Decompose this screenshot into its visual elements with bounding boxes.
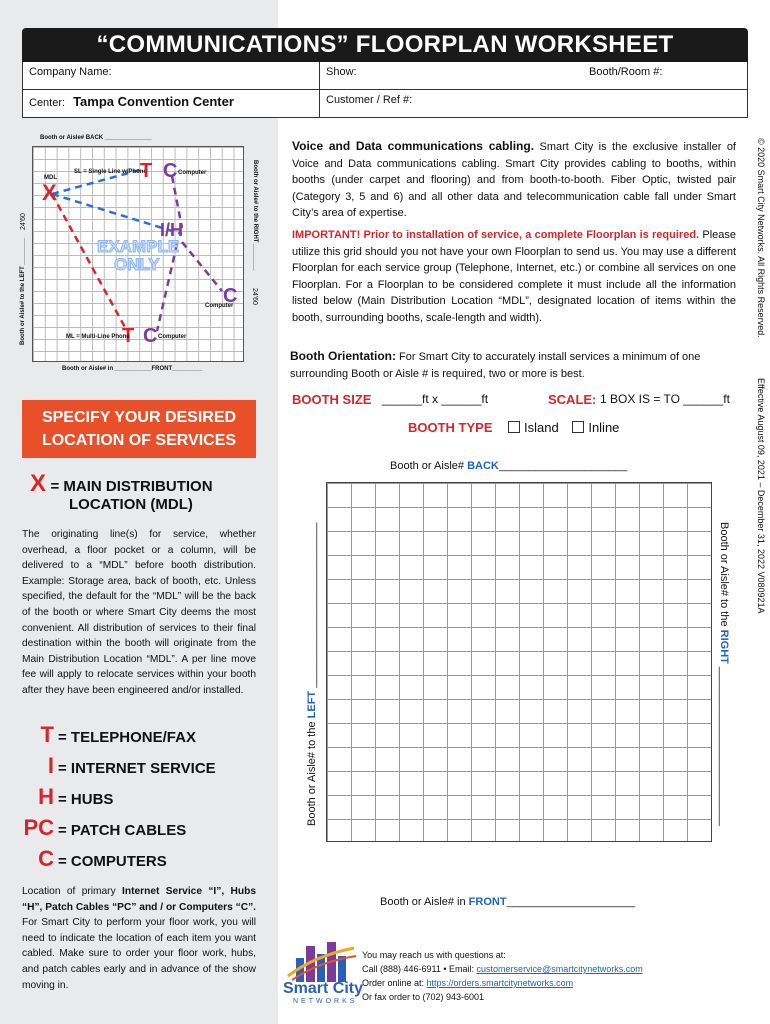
legend-item: [22, 784, 113, 810]
center-field[interactable]: [23, 90, 319, 117]
booth-size-label: BOOTH SIZE: [292, 392, 372, 407]
specify-line-2: LOCATION OF SERVICES: [41, 432, 237, 449]
effective-date-text: Effective August 09, 2021 – December 31, 2022 V080921A: [756, 378, 766, 614]
grid-front-label: Booth or Aisle# in FRONT_____________________: [380, 896, 636, 908]
booth-size-blanks[interactable]: ______ft x ______ft: [382, 392, 489, 406]
contact-fax: Or fax order to (702) 943-6001: [362, 992, 485, 1002]
copyright-text: © 2020 Smart City Networks. All Rights Reserved.: [756, 138, 766, 338]
specify-banner: [22, 400, 256, 458]
booth-type-options: [498, 420, 619, 435]
legend-label: = HUBS: [58, 791, 114, 808]
example-x-mark: X: [42, 180, 57, 205]
example-c-mark-bottom: C: [143, 325, 158, 347]
mdl-line-2: LOCATION (MDL): [69, 496, 193, 513]
legend-letter: H: [38, 784, 54, 809]
contact-phone-email: Call (888) 446-6911 • Email: customerservice@smartcitynetworks.com: [362, 964, 643, 974]
page-title: “COMMUNICATIONS” FLOORPLAN WORKSHEET: [22, 28, 748, 62]
island-label: Island: [524, 420, 559, 435]
legend-item: [22, 815, 186, 841]
sl-label: SL = Single Line w/Phone: [74, 169, 147, 175]
legend-label: = COMPUTERS: [58, 853, 167, 870]
legend-item: [22, 846, 167, 872]
legend-mdl: [30, 470, 213, 498]
logo-wordmark: Smart City: [283, 980, 364, 997]
company-name-label: Company Name:: [29, 66, 112, 78]
only-watermark: ONLY: [114, 255, 160, 274]
center-label: Center:: [29, 97, 66, 109]
inline-label: Inline: [588, 420, 620, 435]
example-back-label: Booth or Aisle# BACK ______________: [40, 135, 152, 141]
computer-label-bottom: Computer: [158, 334, 187, 340]
example-watermark: EXAMPLE: [97, 237, 180, 256]
center-value: Tampa Convention Center: [73, 94, 234, 109]
orientation-paragraph: Booth Orientation: For Smart City to accurately install services a minimum of one surrounding Booth or Aisle # is required, two or more is best.: [290, 349, 701, 380]
contact-line-1: You may reach us with questions at:: [362, 950, 506, 960]
example-t-mark-top: T: [140, 160, 153, 182]
customer-ref-field[interactable]: [320, 90, 740, 117]
booth-room-field[interactable]: [583, 62, 743, 89]
customer-ref-label: Customer / Ref #:: [326, 94, 413, 106]
grid-right-label: Booth or Aisle# to the RIGHT __________________________: [718, 522, 730, 826]
scale-text[interactable]: 1 BOX IS = TO ______ft: [600, 392, 730, 406]
legend-label: = INTERNET SERVICE: [58, 760, 216, 777]
example-left-label: Booth or Aisle# to the LEFT ________: [20, 237, 26, 345]
ml-label: ML = Multi-Line Phone: [66, 334, 130, 340]
mdl-label: MDL: [44, 175, 57, 181]
inline-checkbox[interactable]: [572, 421, 584, 433]
example-ih-mark: I/H: [160, 220, 184, 240]
email-link[interactable]: customerservice@smartcitynetworks.com: [476, 964, 643, 974]
legend-item: [22, 753, 216, 779]
example-front-label: Booth or Aisle# in ___________FRONT_________: [62, 366, 203, 372]
logo-subtitle: NETWORKS: [293, 998, 358, 1005]
floorplan-grid[interactable]: [326, 482, 712, 842]
location-paragraph: Location of primary Internet Service “I”, Hubs “H”, Patch Cables “PC” and / or Computers “C”. For Smart City to perform your floor work, you will need to indicate the location of each item you want cabled. Make sure to order your floor work, hubs, and patch cables early and in advance of the show moving in.: [22, 886, 257, 991]
header-row-2: [22, 90, 748, 118]
mdl-letter: X: [30, 470, 47, 497]
header-row-1: [22, 62, 748, 90]
grid-back-label: Booth or Aisle# BACK_____________________: [390, 460, 628, 472]
example-t-mark-bottom: T: [122, 325, 135, 347]
legend-letter: I: [47, 753, 54, 778]
computer-label-right: Computer: [205, 303, 234, 309]
booth-room-label: Booth/Room #:: [589, 66, 663, 78]
legend-label: = PATCH CABLES: [58, 822, 187, 839]
legend-letter: C: [38, 846, 54, 871]
legend-letter: PC: [23, 815, 54, 840]
example-c-mark-right: C: [223, 285, 238, 307]
computer-label-top: Computer: [178, 170, 207, 176]
grid-left-label: Booth or Aisle# to the LEFT ___________________________: [306, 522, 318, 826]
legend-item: [22, 722, 196, 748]
contact-online: Order online at: https://orders.smartcitynetworks.com: [362, 978, 574, 988]
cabling-paragraph: Voice and Data communications cabling. Smart City is the exclusive installer of Voice and Data communications cabling. Smart City provides cabling to booths, within booths (under carpet and flooring) and from booth-to-booth. Fiber Optic, twisted pair (Category 3, 5 and 6) and all other data and telecommunication cable fall under Smart City’s area of expertise.: [292, 139, 736, 219]
legend-mdl-line2: [69, 496, 193, 514]
scale-label: SCALE:: [548, 392, 597, 407]
mdl-paragraph: The originating line(s) for service, whether overhead, a floor pocket or a column, will be delivered to a “MDL” before booth distribution. Example: Storage area, back of booth, etc. Unless specified, the default for the “MDL” will be the back of the booth or where Smart City deems the most convenient. All distribution of services to their final destination within the booth will originate from the Main Distribution Location “MDL”. A per line move fee will apply to relocate services within your booth after they have been engineered and/or installed.: [22, 529, 256, 696]
show-label: Show:: [326, 66, 357, 78]
mdl-line-1: = MAIN DISTRIBUTION: [50, 478, 213, 495]
important-paragraph: IMPORTANT! Prior to installation of service, a complete Floorplan is required. Please utilize this grid should you not have your own Floorplan to send us. You may use a different Floorplan for each service group (Telephone, Internet, etc.) or combine all services on one Floorplan. For a Floorplan to be considered complete it must include all the information listed below (Main Distribution Location “MDL”, designated location of items within the booth, surrounding booths, scale-length and width).: [292, 229, 736, 324]
example-right-label: Booth or Aisle# to the RIGHT ________: [252, 160, 258, 271]
legend-letter: T: [40, 722, 54, 747]
booth-type-label: BOOTH TYPE: [408, 420, 493, 435]
company-name-field[interactable]: [23, 62, 319, 89]
example-dim-right: 24'60: [251, 288, 258, 305]
specify-line-1: SPECIFY YOUR DESIRED: [41, 409, 237, 426]
online-order-link[interactable]: https://orders.smartcitynetworks.com: [426, 978, 574, 988]
legend-label: = TELEPHONE/FAX: [58, 729, 196, 746]
example-c-mark-top: C: [163, 160, 178, 182]
island-checkbox[interactable]: [508, 421, 520, 433]
show-field[interactable]: [320, 62, 580, 89]
example-dim-left: 24'60: [20, 213, 27, 230]
